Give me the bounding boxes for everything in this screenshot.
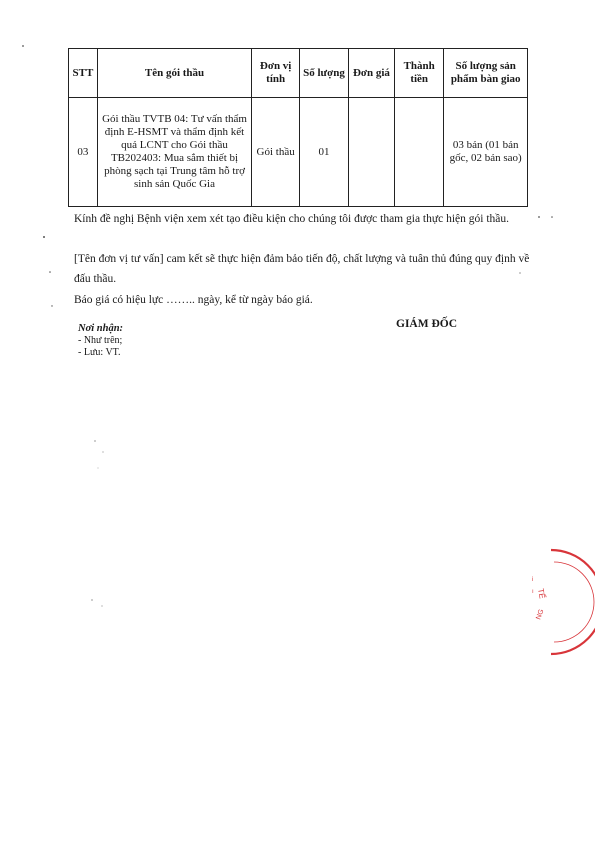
recipients-title: Nơi nhận: — [78, 323, 124, 334]
header-package-name: Tên gói thầu — [97, 49, 251, 98]
validity-paragraph: Báo giá có hiệu lực …….. ngày, kể từ ngày báo giá. — [74, 294, 313, 306]
header-unit-price: Đơn giá — [348, 49, 394, 98]
header-total: Thành tiền — [395, 49, 444, 98]
cell-stt: 03 — [69, 98, 98, 207]
recipient-item: - Lưu: VT. — [78, 347, 121, 358]
recipient-item: - Như trên; — [78, 335, 123, 346]
header-stt: STT — [69, 49, 98, 98]
header-delivered-quantity: Số lượng sản phẩm bàn giao — [444, 49, 528, 98]
request-paragraph: Kính đề nghị Bệnh viện xem xét tạo điều kiện cho chúng tôi được tham gia thực hiện gói thầu. — [74, 213, 510, 225]
signer-title: GIÁM ĐỐC — [396, 318, 458, 330]
cell-delivered-quantity: 03 bản (01 bản gốc, 02 bản sao) — [444, 98, 528, 207]
cell-package-name: Gói thầu TVTB 04: Tư vấn thẩm định E-HSMT và thẩm định kết quả LCNT cho Gói thầu TB202403: Mua sắm thiết bị phòng sạch tại Trung tâm hỗ trợ sinh sản Quốc Gia — [97, 98, 251, 207]
red-seal-stamp — [518, 548, 595, 658]
header-unit: Đơn vị tính — [252, 49, 300, 98]
commitment-paragraph: [Tên đơn vị tư vấn] cam kết sẽ thực hiện đảm bảo tiến độ, chất lượng và tuân thủ đúng quy định về đấu thầu. — [74, 253, 530, 285]
cell-quantity: 01 — [300, 98, 349, 207]
svg-text:TẾ: TẾ — [536, 587, 547, 600]
cell-unit-price — [348, 98, 394, 207]
quotation-table — [68, 48, 528, 207]
cell-total — [395, 98, 444, 207]
svg-text:i: i — [532, 577, 534, 583]
table-row — [69, 98, 528, 207]
recipients-block — [78, 323, 123, 359]
table-header-row — [69, 49, 528, 98]
cell-unit: Gói thầu — [252, 98, 300, 207]
svg-text:NG: NG — [535, 608, 546, 621]
svg-text:ı: ı — [532, 589, 534, 595]
header-quantity: Số lượng — [300, 49, 349, 98]
